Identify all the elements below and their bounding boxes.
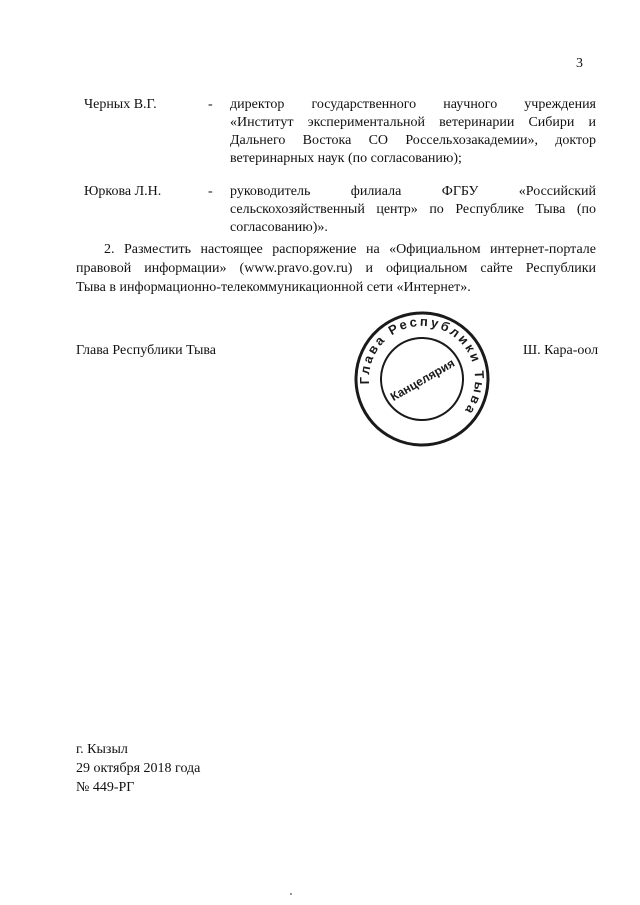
signatory-name: Ш. Кара-оол — [523, 343, 599, 358]
scan-speck — [290, 893, 292, 895]
description-line: сельскохозяйственный центр» по Республике Тыва (по — [230, 202, 596, 217]
member-name: Черных В.Г. — [84, 97, 157, 112]
paragraph-publication — [76, 240, 596, 297]
stamp-ring-text: Глава Республики Тыва — [356, 313, 488, 419]
paragraph-line: Тыва в информационно-телекоммуникационной сети «Интернет». — [76, 280, 471, 295]
member-entry — [84, 183, 596, 241]
description-line: согласованию)». — [230, 220, 328, 235]
signatory-position: Глава Республики Тыва — [76, 343, 217, 358]
official-stamp — [334, 291, 511, 468]
member-dash: - — [208, 184, 213, 199]
page-number: 3 — [576, 56, 583, 71]
member-dash: - — [208, 97, 213, 112]
description-line: ветеринарных наук (по согласованию); — [230, 151, 462, 166]
description-line: Дальнего Востока СО Россельхозакадемии», доктор — [230, 133, 596, 148]
member-name: Юркова Л.Н. — [84, 184, 162, 199]
description-line: руководитель филиала ФГБУ «Российский — [230, 184, 596, 199]
member-description — [230, 96, 596, 168]
paragraph-line: правовой информации» (www.pravo.gov.ru) и официальном сайте Республики — [76, 261, 596, 276]
footer-number: № 449-РГ — [76, 780, 135, 795]
footer-city: г. Кызыл — [76, 742, 128, 757]
member-description — [230, 183, 596, 237]
description-line: директор государственного научного учреждения — [230, 97, 596, 112]
description-line: «Институт экспериментальной ветеринарии Сибири и — [230, 115, 596, 130]
footer-date: 29 октября 2018 года — [76, 761, 201, 776]
member-entry — [84, 96, 596, 172]
stamp-center-text: Канцелярия — [387, 355, 458, 404]
paragraph-line: 2. Разместить настоящее распоряжение на «Официальном интернет-портале — [104, 242, 596, 257]
